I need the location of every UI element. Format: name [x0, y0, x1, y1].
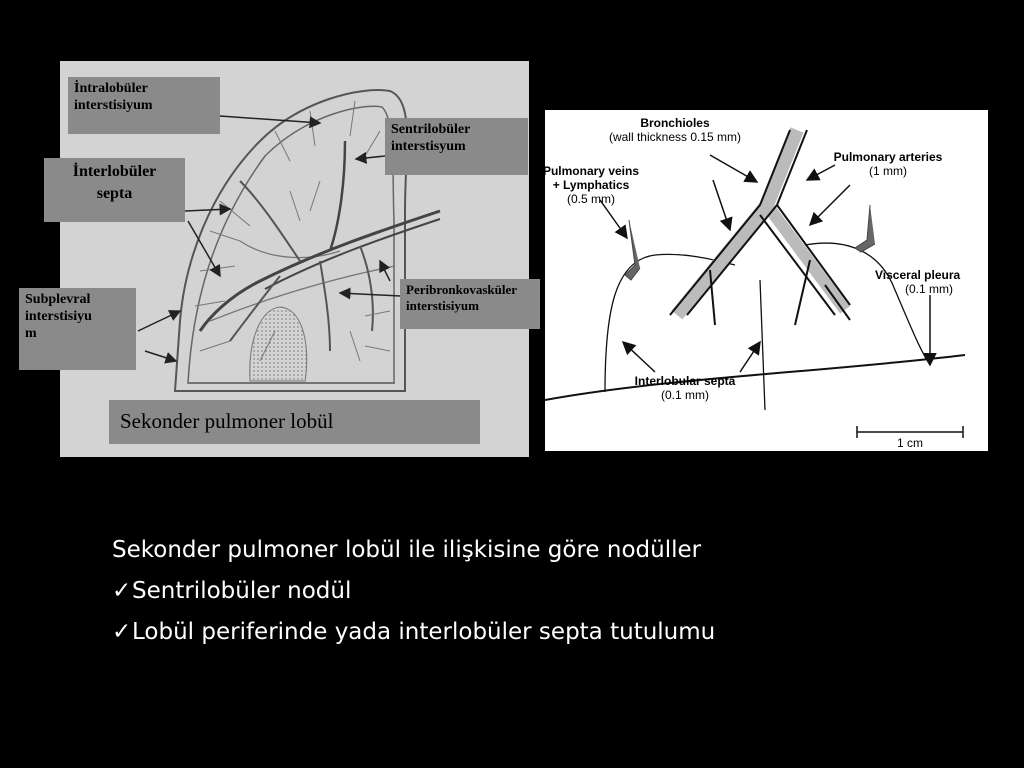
lobule-anatomy-diagram [542, 110, 988, 451]
bronchioles-label: Bronchioles (wall thickness 0.15 mm) [608, 116, 742, 144]
intralobular-label: İntralobüler interstisiyum [68, 77, 220, 134]
peribronchovascular-label: Peribronkovasküler interstisiyum [400, 279, 540, 329]
list-item: ✓Sentrilobüler nodül [112, 571, 715, 612]
lobule-caption: Sekonder pulmoner lobül [109, 400, 480, 444]
check-icon: ✓ [112, 578, 132, 604]
list-item: ✓Lobül periferinde yada interlobüler septa tutulumu [112, 612, 715, 653]
nodule-text-block [112, 530, 715, 653]
visceral-pleura-label: Visceral pleura (0.1 mm) [875, 268, 961, 296]
secondary-lobule-diagram [25, 61, 529, 457]
subpleural-label: Subplevral interstisiyu m [19, 288, 136, 370]
interlobular-septa-label: Interlobular septa (0.1 mm) [634, 374, 736, 402]
scale-label: 1 cm [896, 436, 923, 450]
pulmonary-arteries-label: Pulmonary arteries (1 mm) [833, 150, 943, 178]
centrilobular-label: Sentrilobüler interstisyum [385, 118, 528, 175]
pulmonary-veins-label: Pulmonary veins + Lymphatics (0.5 mm) [542, 164, 640, 206]
interlobular-label: İnterlobüler septa [44, 158, 185, 222]
nodule-heading: Sekonder pulmoner lobül ile ilişkisine göre nodüller [112, 537, 702, 563]
check-icon: ✓ [112, 619, 132, 645]
